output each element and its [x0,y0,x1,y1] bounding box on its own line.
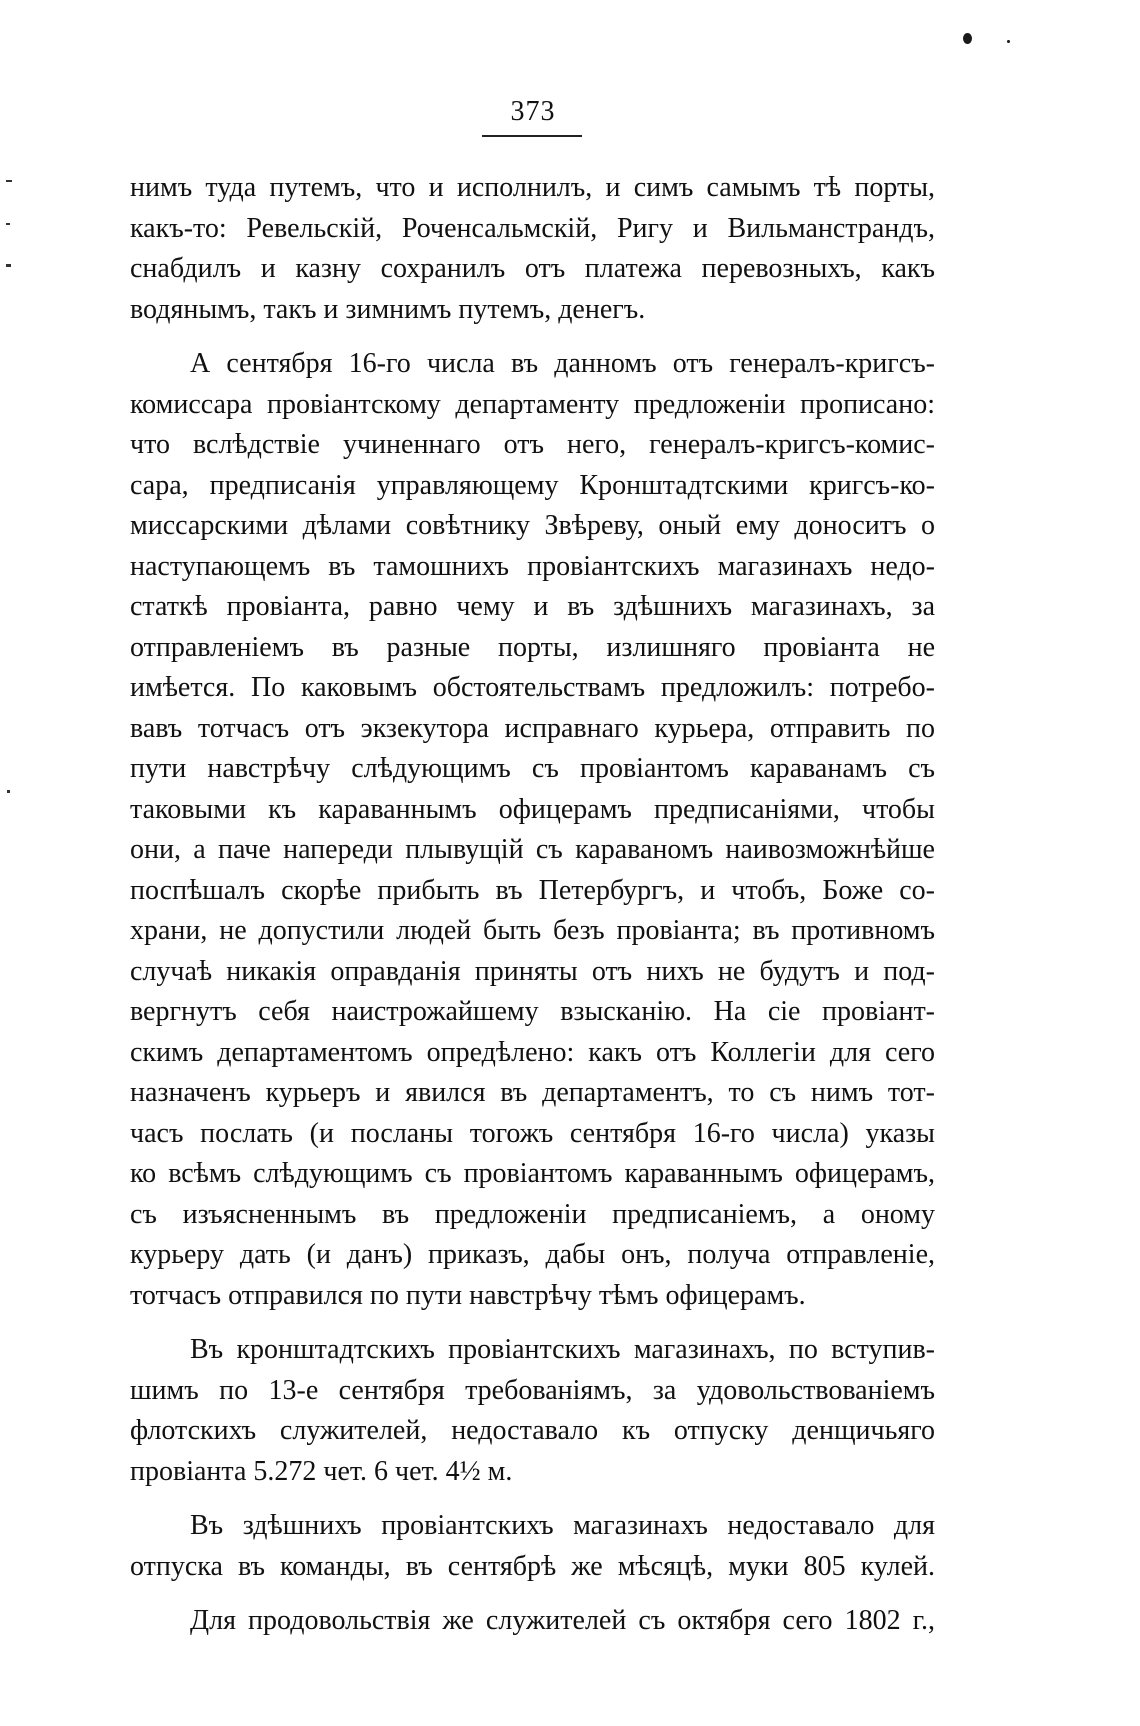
ink-speck [1007,40,1010,43]
margin-mark [7,790,10,793]
text-line: миссарскими дѣлами совѣтнику Звѣреву, оный ему доноситъ о [130,510,935,541]
text-line: А сентября 16-го числа въ данномъ отъ генералъ-кригсъ- [190,348,935,379]
margin-mark [6,180,12,182]
text-line: статкѣ провіанта, равно чему и въ здѣшнихъ магазинахъ, за [130,591,935,622]
text-line: скимъ департаментомъ опредѣлено: какъ отъ Коллегіи для сего [130,1036,935,1068]
paragraph [130,1330,935,1492]
text-line: сара, предписанія управляющему Кронштадтскими кригсъ-ко- [130,469,935,501]
text-line: какъ-то: Ревельскій, Роченсальмскій, Ригу и Вильманстрандъ, [130,212,935,244]
text-line: снабдилъ и казну сохранилъ отъ платежа перевозныхъ, какъ [130,253,935,284]
text-line: они, а паче напереди плывущій съ караваномъ наивозможнѣйше [130,834,935,865]
paragraph [130,344,935,1316]
text-line: вергнутъ себя наистрожайшему взысканію. На сіе провіант- [130,996,935,1027]
text-line: имѣется. По каковымъ обстоятельствамъ предложилъ: потребо- [130,672,935,703]
text-line: пути навстрѣчу слѣдующимъ съ провіантомъ караванамъ съ [130,753,935,784]
margin-mark [6,223,10,225]
text-line: Въ кронштадтскихъ провіантскихъ магазинахъ, по вступив- [190,1334,935,1365]
text-line: отпуска въ команды, въ сентябрѣ же мѣсяцѣ, муки 805 кулей. [130,1550,935,1582]
text-line: случаѣ никакія оправданія приняты отъ нихъ не будутъ и под- [130,955,935,987]
text-line: шимъ по 13-е сентября требованіямъ, за удовольствованіемъ [130,1374,935,1406]
paragraph [130,168,935,330]
ink-speck [963,33,972,44]
text-line: провіанта 5.272 чет. 6 чет. 4½ м. [130,1455,513,1487]
text-line: комиссара провіантскому департаменту предложеніи прописано: [130,388,935,420]
text-line: отправленіемъ въ разные порты, излишняго провіанта не [130,631,935,663]
text-line: поспѣшалъ скорѣе прибыть въ Петербургъ, и чтобъ, Боже со- [130,874,935,906]
text-line: наступающемъ въ тамошнихъ провіантскихъ магазинахъ недо- [130,550,935,582]
paragraph [130,1506,935,1587]
text-line: что вслѣдствіе учиненнаго отъ него, генералъ-кригсъ-комис- [130,429,935,460]
body-text [130,168,935,1642]
text-line: назначенъ курьеръ и явился въ департаментъ, то съ нимъ тот- [130,1077,935,1108]
text-line: водянымъ, такъ и зимнимъ путемъ, денегъ. [130,293,646,325]
margin-mark [6,264,11,267]
text-line: Для продовольствія же служителей съ октября сего 1802 г., [190,1605,935,1636]
text-line: таковыми къ караваннымъ офицерамъ предписаніями, чтобы [130,793,935,825]
text-line: Въ здѣшнихъ провіантскихъ магазинахъ недоставало для [190,1510,935,1541]
text-line: курьеру дать (и данъ) приказъ, дабы онъ, получа отправленіе, [130,1239,935,1270]
text-line: ко всѣмъ слѣдующимъ съ провіантомъ караваннымъ офицерамъ, [130,1158,935,1189]
page-number: 373 [510,96,556,127]
page-number-rule [482,135,582,137]
text-line: съ изъясненнымъ въ предложеніи предписаніемъ, а оному [130,1198,935,1230]
text-line: вавъ тотчасъ отъ экзекутора исправнаго курьера, отправить по [130,712,935,744]
text-line: флотскихъ служителей, недоставало къ отпуску денщичьяго [130,1415,935,1446]
text-line: нимъ туда путемъ, что и исполнилъ, и симъ самымъ тѣ порты, [130,172,935,203]
text-line: часъ послать (и посланы тогожъ сентября 16-го числа) указы [130,1117,935,1149]
text-line: тотчасъ отправился по пути навстрѣчу тѣмъ офицерамъ. [130,1279,806,1311]
text-line: храни, не допустили людей быть безъ провіанта; въ противномъ [130,915,935,946]
paragraph [130,1601,935,1642]
